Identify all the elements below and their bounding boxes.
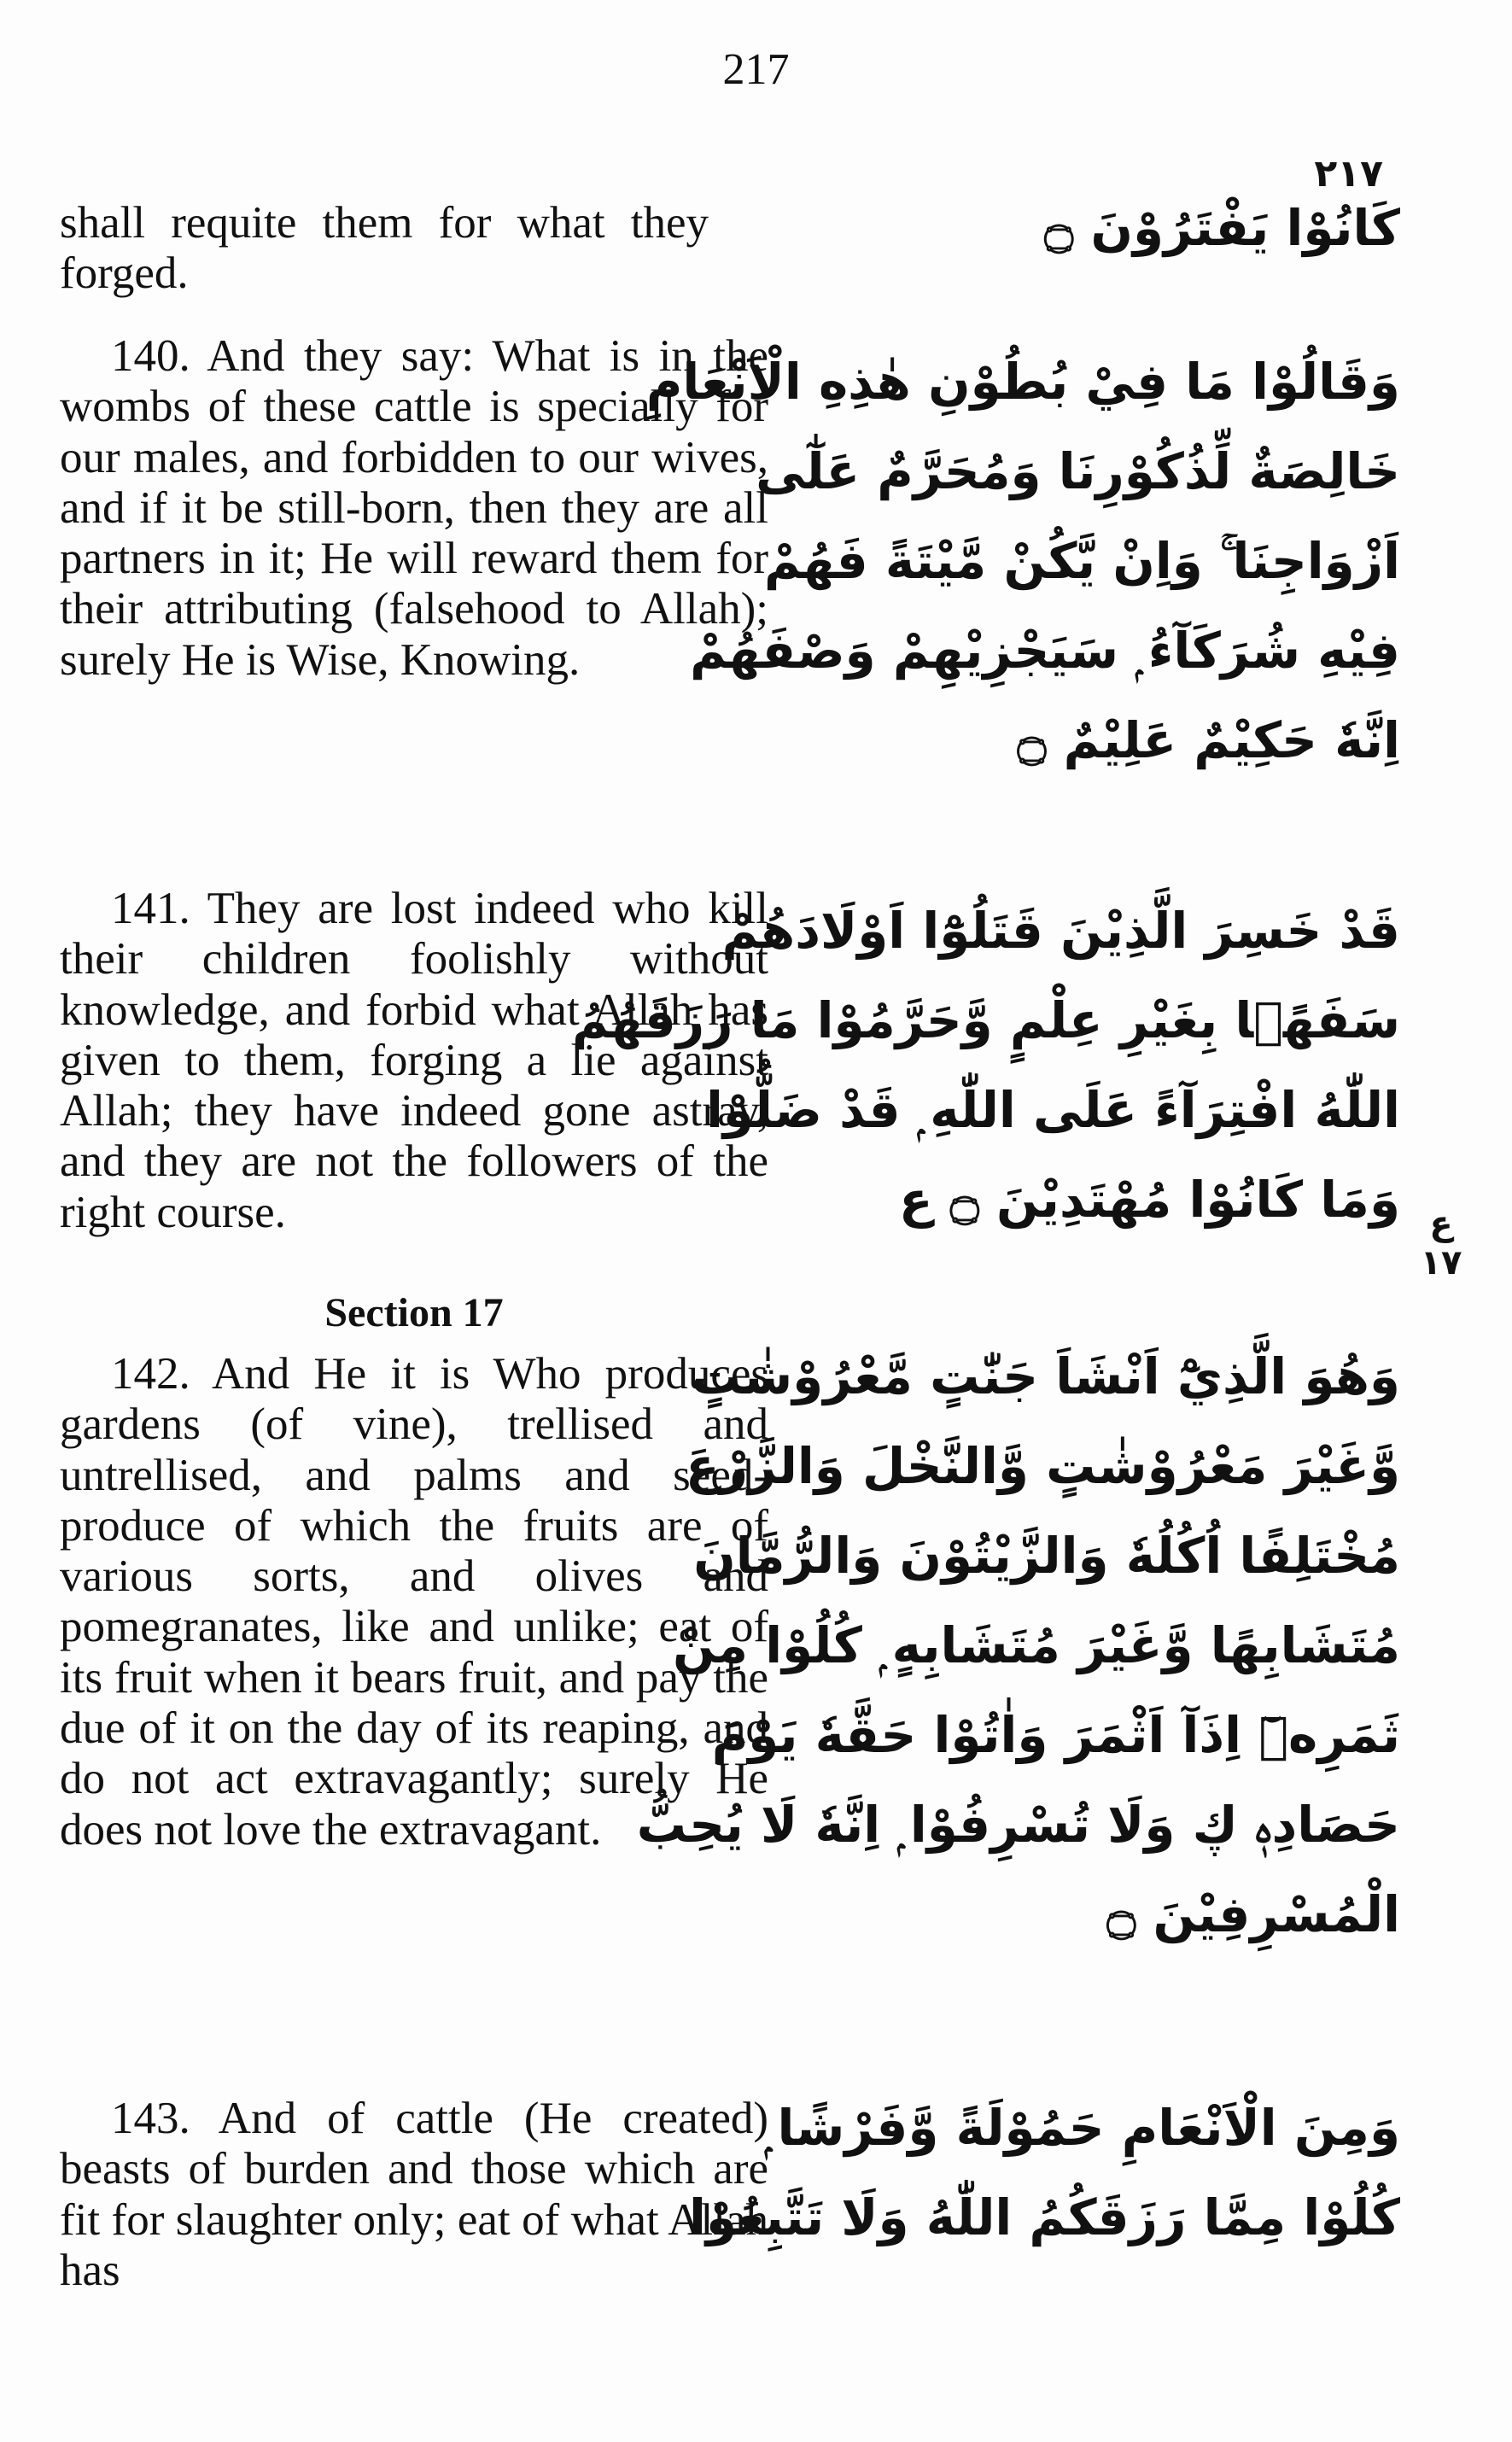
arabic-line: مُتَشَابِهًا وَّغَيْرَ مُتَشَابِهٍ ۭ كُلُوْا مِنْ xyxy=(672,1616,1400,1674)
verse-text: 140. And they say: What is in the wombs of these cattle is specially for our males, and forbidden to our wives, and if it be still-born, then they are all partners in it; He will reward them for their attributing (falsehood to Allah); surely He is Wise, Knowing. xyxy=(60,331,768,685)
section-end-marker: ع ١٧ xyxy=(1420,1204,1462,1282)
arabic-line: خَالِصَةٌ لِّذُكُوْرِنَا وَمُحَرَّمٌ عَلٰٓى xyxy=(756,442,1400,500)
arabic-block-top xyxy=(794,184,1400,273)
arabic-line: وَمِنَ الْاَنْعَامِ حَمُوْلَةً وَّفَرْشًا ۭ xyxy=(764,2099,1400,2157)
arabic-line: ثَمَرِهٖٓ اِذَآ اَثْمَرَ وَاٰتُوْا حَقَّهٗ يَوْمَ xyxy=(711,1706,1400,1764)
arabic-line: سَفَهًۢا بِغَيْرِ عِلْمٍ وَّحَرَّمُوْا مَا رَزَقَهُمُ xyxy=(572,991,1400,1049)
arabic-line: كُلُوْا مِمَّا رَزَقَكُمُ اللّٰهُ وَلَا تَتَّبِعُوْا xyxy=(688,2188,1400,2246)
arabic-block-143 xyxy=(688,2083,1400,2263)
arabic-line: اللّٰهُ افْتِرَآءً عَلَى اللّٰهِ ۭ قَدْ ضَلُّوْا xyxy=(705,1081,1400,1139)
arabic-line: وَهُوَ الَّذِيْٓ اَنْشَاَ جَنّٰتٍ مَّعْرُوْشٰتٍ xyxy=(691,1347,1400,1405)
arabic-line: قَدْ خَسِرَ الَّذِيْنَ قَتَلُوْٓا اَوْلَادَهُمْ xyxy=(721,902,1400,960)
english-continuation xyxy=(60,198,768,300)
arabic-line: مُخْتَلِفًا اُكُلُهٗ وَالزَّيْتُوْنَ وَالرُّمَّانَ xyxy=(693,1527,1400,1585)
arabic-line: وَقَالُوْا مَا فِيْ بُطُوْنِ هٰذِهِ الْاَنْعَامِ xyxy=(645,353,1400,411)
verse-143 xyxy=(60,2094,768,2296)
verse-text: 143. And of cattle (He created) beasts of burden and those which are fit for slaughter only; eat of what Allah has xyxy=(60,2094,768,2295)
arabic-line: اَزْوَاجِنَا ۚ وَاِنْ يَّكُنْ مَّيْتَةً فَهُمْ xyxy=(763,532,1400,590)
verse-text: 142. And He it is Who produces gardens (of vine), trellised and untrellised, and palms and seed-produce of which the fruits are of various sorts, and olives and pomegranates, like and unlike; eat of its fruit when it bears fruit, and pay the due of it on the day of its reaping, and do not act extravagantly; surely He does not love the extravagant. xyxy=(60,1349,768,1855)
continuation-text: shall requite them for what they forged. xyxy=(60,198,709,299)
page-number: 217 xyxy=(722,45,790,94)
arabic-line: حَصَادِهٖ ڮ وَلَا تُسْرِفُوْا ۭ اِنَّهٗ لَا يُحِبُّ xyxy=(636,1796,1400,1854)
arabic-line: الْمُسْرِفِيْنَ ۝ xyxy=(1106,1885,1400,1943)
section-heading: Section 17 xyxy=(324,1290,504,1335)
arabic-line: اِنَّهٗ حَكِيْمٌ عَلِيْمٌ ۝ xyxy=(1017,711,1400,769)
arabic-line: وَّغَيْرَ مَعْرُوْشٰتٍ وَّالنَّخْلَ وَالزَّرْعَ xyxy=(686,1437,1400,1495)
arabic-block-140 xyxy=(645,337,1400,786)
arabic-block-141 xyxy=(572,886,1400,1245)
arabic-line: فِيْهِ شُرَكَآءُ ۭ سَيَجْزِيْهِمْ وَصْفَهُمْ xyxy=(690,622,1400,680)
verse-text: 141. They are lost indeed who kill their children foolishly without knowledge, and forbid what Allah has given to them, forging a lie against Allah; they have indeed gone astray, and they are not the followers of the right course. xyxy=(60,884,768,1237)
arabic-line: وَمَا كَانُوْا مُهْتَدِيْنَ ۝ ع xyxy=(899,1171,1400,1229)
arabic-block-142 xyxy=(636,1332,1400,1960)
arabic-page-number: ٢١٧ xyxy=(1314,152,1383,196)
arabic-line: كَانُوْا يَفْتَرُوْنَ ۝ xyxy=(1044,199,1400,257)
